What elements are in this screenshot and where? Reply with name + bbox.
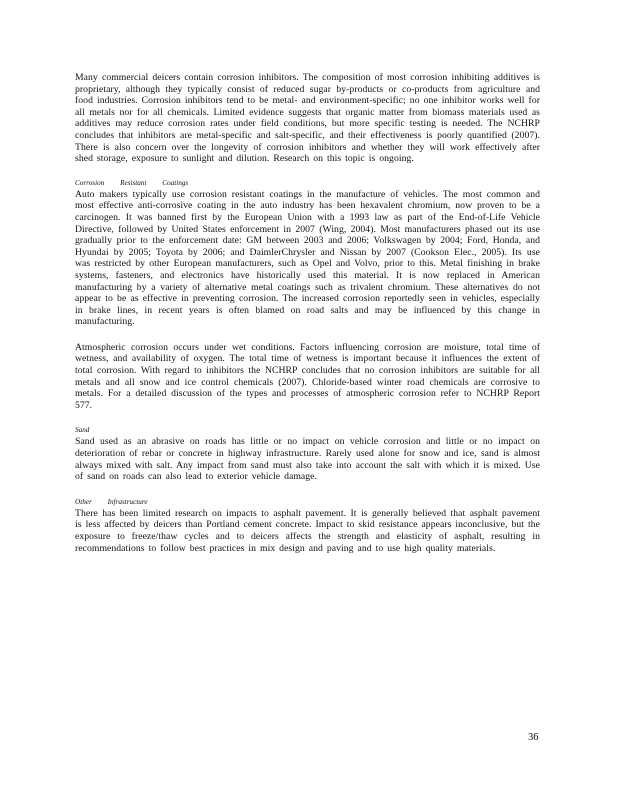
spacer <box>75 483 540 497</box>
paragraph-coatings: Auto makers typically use corrosion resistant coatings in the manufacture of vehicles. The most common and most effective anti-corrosive coating in the auto industry has been hexavalent chromium, now proven to be a carcinogen. It was banned first by the European Union with a 1993 law as part of the End-of-Life Vehicle Directive, followed by United States enforcement in 2007 (Wing, 2004). Most manufacturers phased out its use gradually prior to the enforcement date: GM between 2003 and 2006; Volkswagen by 2004; Ford, Honda, and Hyundai by 2005; Toyota by 2006; and DaimlerChrysler and Nissan by 2007 (Cookson Elec., 2005). Its use was restricted by other European manufacturers, such as Opel and Volvo, prior to this. Metal finishing in brake systems, fasteners, and electronics have historically used this material. It is now replaced in American manufacturing by a variety of alternative metal coatings such as trivalent chromium. These alternatives do not appear to be as effective in preventing corrosion. The increased corrosion reportedly seen in vehicles, especially in brake lines, in recent years is often blamed on road salts and may be influenced by this change in manufacturing. <box>75 188 540 328</box>
spacer <box>75 165 540 178</box>
spacer <box>75 411 540 425</box>
paragraph-corrosion-inhibitors: Many commercial deicers contain corrosion inhibitors. The composition of most corrosion inhibiting additives is proprietary, although they typically consist of reduced sugar by-products or co-products from agriculture and food industries. Corrosion inhibitors tend to be metal- and environment-specific; no one inhibitor works well for all metals nor for all chemicals. Limited evidence suggests that organic matter from biomass materials used as additives may reduce corrosion rates under field conditions, but more specific testing is needed. The NCHRP concludes that inhibitors are metal-specific and salt-specific, and their effectiveness is poorly quantified (2007). There is also concern over the longevity of corrosion inhibitors and whether they will work effectively after shed storage, exposure to sunlight and dilution. Research on this topic is ongoing. <box>75 72 540 165</box>
paragraph-atmospheric-corrosion: Atmospheric corrosion occurs under wet conditions. Factors influencing corrosion are moisture, total time of wetness, and availability of oxygen. The total time of wetness is important because it influences the extent of total corrosion. With regard to inhibitors the NCHRP concludes that no corrosion inhibitors are suitable for all metals and all snow and ice control chemicals (2007). Chloride-based winter road chemicals are corrosive to metals. For a detailed discussion of the types and processes of atmospheric corrosion refer to NCHRP Report 577. <box>75 341 540 411</box>
heading-corrosion-resistant-coatings: Corrosion Resistant Coatings <box>75 178 189 187</box>
heading-other-infrastructure: Other Infrastructure <box>75 497 148 506</box>
heading-sand: Sand <box>75 426 90 435</box>
page-number: 36 <box>528 732 539 743</box>
paragraph-other-infrastructure: There has been limited research on impacts to asphalt pavement. It is generally believed that asphalt pavement is less affected by deicers than Portland cement concrete. Impact to skid resistance appears inconclusive, but the exposure to freeze/thaw cycles and to deicers affects the strength and elasticity of asphalt, resulting in recommendations to follow best practices in mix design and paving and to use high quality materials. <box>75 507 540 554</box>
paragraph-sand: Sand used as an abrasive on roads has little or no impact on vehicle corrosion and little or no impact on deterioration of rebar or concrete in highway infrastructure. Rarely used alone for snow and ice, sand is almost always mixed with salt. Any impact from sand must also take into account the salt with which it is mixed. Use of sand on roads can also lead to exterior vehicle damage. <box>75 436 540 483</box>
spacer <box>75 328 540 342</box>
page-content <box>75 72 540 554</box>
